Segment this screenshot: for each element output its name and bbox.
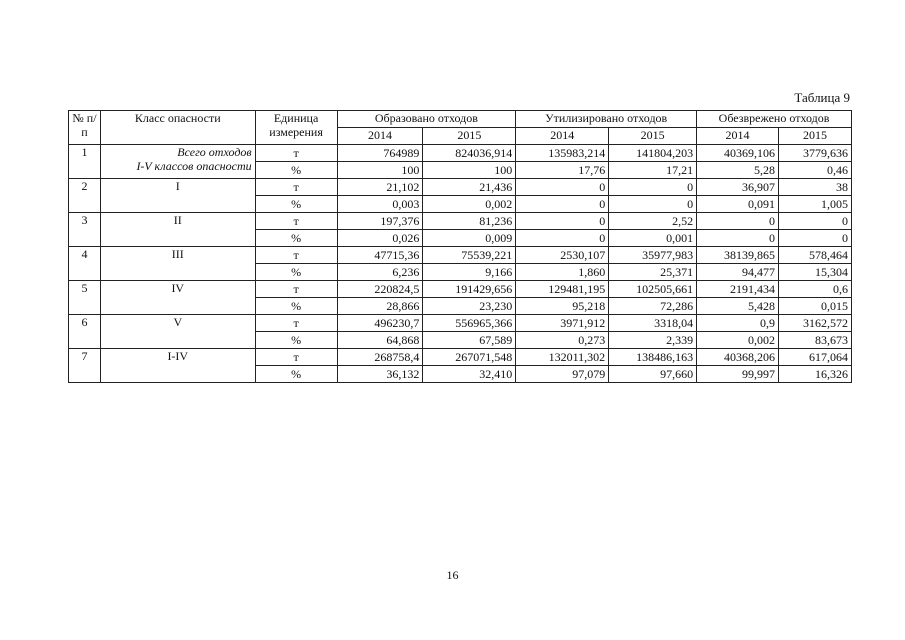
value-cell: 197,376: [337, 213, 423, 230]
value-cell: 0,273: [516, 332, 609, 349]
value-cell: 0,46: [779, 162, 852, 179]
value-cell: 21,436: [423, 179, 516, 196]
value-cell: 100: [337, 162, 423, 179]
value-cell: 21,102: [337, 179, 423, 196]
value-cell: 0: [609, 196, 697, 213]
value-cell: 2530,107: [516, 247, 609, 264]
value-cell: 0,001: [609, 230, 697, 247]
value-cell: 9,166: [423, 264, 516, 281]
unit-cell: т: [255, 213, 337, 230]
table-row: [69, 213, 852, 230]
value-cell: 97,660: [609, 366, 697, 383]
value-cell: 0: [697, 213, 779, 230]
hazard-class-cell: III: [100, 247, 255, 281]
row-number: 7: [69, 349, 101, 383]
value-cell: 0: [779, 213, 852, 230]
value-cell: 0,015: [779, 298, 852, 315]
value-cell: 0: [516, 196, 609, 213]
table-row: [69, 281, 852, 298]
value-cell: 94,477: [697, 264, 779, 281]
value-cell: 64,868: [337, 332, 423, 349]
header-year: 2015: [609, 128, 697, 145]
row-number: 5: [69, 281, 101, 315]
value-cell: 0,002: [697, 332, 779, 349]
value-cell: 1,005: [779, 196, 852, 213]
value-cell: 40368,206: [697, 349, 779, 366]
table-row: [69, 247, 852, 264]
unit-cell: %: [255, 196, 337, 213]
value-cell: 102505,661: [609, 281, 697, 298]
value-cell: 764989: [337, 145, 423, 162]
unit-cell: %: [255, 366, 337, 383]
value-cell: 0,002: [423, 196, 516, 213]
waste-hazard-table: [68, 110, 852, 383]
value-cell: 3779,636: [779, 145, 852, 162]
value-cell: 16,326: [779, 366, 852, 383]
value-cell: 36,907: [697, 179, 779, 196]
header-num: № п/п: [69, 111, 101, 145]
value-cell: 97,079: [516, 366, 609, 383]
header-generated: Образовано отходов: [337, 111, 516, 128]
header-utilized: Утилизировано отходов: [516, 111, 697, 128]
header-year: 2014: [516, 128, 609, 145]
value-cell: 15,304: [779, 264, 852, 281]
value-cell: 617,064: [779, 349, 852, 366]
value-cell: 0,091: [697, 196, 779, 213]
total-class-cell: [100, 145, 255, 179]
value-cell: 578,464: [779, 247, 852, 264]
value-cell: 17,21: [609, 162, 697, 179]
table-caption: Таблица 9: [794, 90, 850, 105]
row-number: 6: [69, 315, 101, 349]
value-cell: 191429,656: [423, 281, 516, 298]
value-cell: 496230,7: [337, 315, 423, 332]
total-label-line2: I-V классов опасности: [136, 159, 252, 173]
value-cell: 32,410: [423, 366, 516, 383]
value-cell: 268758,4: [337, 349, 423, 366]
unit-cell: т: [255, 179, 337, 196]
value-cell: 83,673: [779, 332, 852, 349]
row-number: 2: [69, 179, 101, 213]
value-cell: 556965,366: [423, 315, 516, 332]
header-year: 2015: [423, 128, 516, 145]
value-cell: 824036,914: [423, 145, 516, 162]
value-cell: 141804,203: [609, 145, 697, 162]
hazard-class-cell: II: [100, 213, 255, 247]
value-cell: 0,003: [337, 196, 423, 213]
value-cell: 220824,5: [337, 281, 423, 298]
total-label-line1: Всего отходов: [177, 145, 252, 159]
row-number: 1: [69, 145, 101, 179]
value-cell: 95,218: [516, 298, 609, 315]
value-cell: 40369,106: [697, 145, 779, 162]
row-number: 3: [69, 213, 101, 247]
unit-cell: %: [255, 332, 337, 349]
value-cell: 47715,36: [337, 247, 423, 264]
value-cell: 6,236: [337, 264, 423, 281]
value-cell: 132011,302: [516, 349, 609, 366]
hazard-class-cell: V: [100, 315, 255, 349]
value-cell: 0: [516, 213, 609, 230]
hazard-class-cell: I: [100, 179, 255, 213]
value-cell: 38139,865: [697, 247, 779, 264]
value-cell: 35977,983: [609, 247, 697, 264]
value-cell: 0,026: [337, 230, 423, 247]
value-cell: 75539,221: [423, 247, 516, 264]
value-cell: 5,428: [697, 298, 779, 315]
hazard-class-cell: IV: [100, 281, 255, 315]
unit-cell: %: [255, 298, 337, 315]
value-cell: 129481,195: [516, 281, 609, 298]
hazard-class-cell: I-IV: [100, 349, 255, 383]
value-cell: 267071,548: [423, 349, 516, 366]
table-row: [69, 315, 852, 332]
value-cell: 67,589: [423, 332, 516, 349]
unit-cell: т: [255, 247, 337, 264]
unit-cell: т: [255, 281, 337, 298]
value-cell: 2,339: [609, 332, 697, 349]
unit-cell: т: [255, 315, 337, 332]
value-cell: 28,866: [337, 298, 423, 315]
unit-cell: %: [255, 264, 337, 281]
page-number: 16: [446, 568, 459, 582]
value-cell: 0: [516, 179, 609, 196]
value-cell: 38: [779, 179, 852, 196]
value-cell: 0: [697, 230, 779, 247]
value-cell: 3162,572: [779, 315, 852, 332]
value-cell: 0: [609, 179, 697, 196]
value-cell: 3318,04: [609, 315, 697, 332]
header-neutralized: Обезврежено отходов: [697, 111, 852, 128]
value-cell: 0: [779, 230, 852, 247]
value-cell: 100: [423, 162, 516, 179]
value-cell: 0,6: [779, 281, 852, 298]
header-unit: Единица измерения: [255, 111, 337, 145]
value-cell: 99,997: [697, 366, 779, 383]
value-cell: 135983,214: [516, 145, 609, 162]
header-year: 2015: [779, 128, 852, 145]
table-row: [69, 349, 852, 366]
unit-cell: %: [255, 230, 337, 247]
value-cell: 1,860: [516, 264, 609, 281]
row-number: 4: [69, 247, 101, 281]
value-cell: 72,286: [609, 298, 697, 315]
unit-cell: т: [255, 349, 337, 366]
table-row: [69, 179, 852, 196]
value-cell: 81,236: [423, 213, 516, 230]
value-cell: 0: [516, 230, 609, 247]
value-cell: 36,132: [337, 366, 423, 383]
value-cell: 25,371: [609, 264, 697, 281]
value-cell: 5,28: [697, 162, 779, 179]
unit-cell: %: [255, 162, 337, 179]
header-class: Класс опасности: [100, 111, 255, 145]
value-cell: 138486,163: [609, 349, 697, 366]
value-cell: 0,9: [697, 315, 779, 332]
value-cell: 17,76: [516, 162, 609, 179]
value-cell: 23,230: [423, 298, 516, 315]
value-cell: 0,009: [423, 230, 516, 247]
value-cell: 2191,434: [697, 281, 779, 298]
header-year: 2014: [337, 128, 423, 145]
unit-cell: т: [255, 145, 337, 162]
value-cell: 3971,912: [516, 315, 609, 332]
value-cell: 2,52: [609, 213, 697, 230]
table-row: [69, 145, 852, 162]
header-year: 2014: [697, 128, 779, 145]
